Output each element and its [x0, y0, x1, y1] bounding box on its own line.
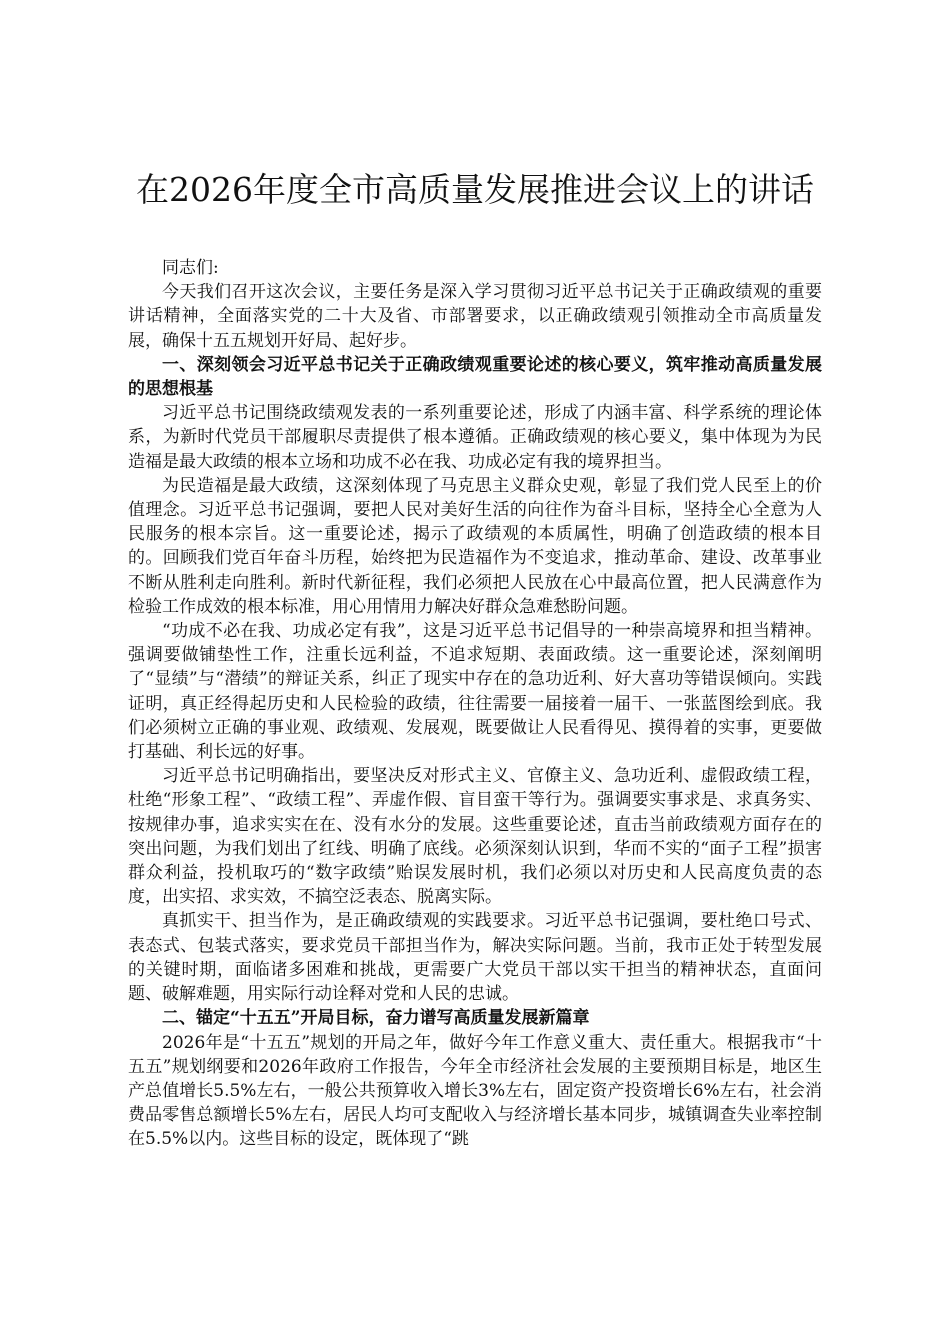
document-title: 在2026年度全市高质量发展推进会议上的讲话	[136, 170, 814, 209]
paragraph: 习近平总书记明确指出，要坚决反对形式主义、官僚主义、急功近利、虚假政绩工程，杜绝“形象工程”、“政绩工程”、弄虚作假、盲目蛮干等行为。强调要实事求是、求真务实、按规律办事，追求实实在在、没有水分的发展。这些重要论述，直击当前政绩观方面存在的突出问题，为我们划出了红线、明确了底线。必须深刻认识到，华而不实的“面子工程”损害群众利益，投机取巧的“数字政绩”贻误发展时机，我们必须以对历史和人民高度负责的态度，出实招、求实效，不搞空泛表态、脱离实际。	[128, 766, 822, 908]
paragraph: 2026年是“十五五”规划的开局之年，做好今年工作意义重大、责任重大。根据我市“十五五”规划纲要和2026年政府工作报告，今年全市经济社会发展的主要预期目标是，地区生产总值增长5.5%左右，一般公共预算收入增长3%左右，固定资产投资增长6%左右，社会消费品零售总额增长5%左右，居民人均可支配收入与经济增长基本同步，城镇调查失业率控制在5.5%以内。这些目标的设定，既体现了“跳	[128, 1032, 822, 1150]
paragraph: 为民造福是最大政绩，这深刻体现了马克思主义群众史观，彰显了我们党人民至上的价值理念。习近平总书记强调，要把人民对美好生活的向往作为奋斗目标，坚持全心全意为人民服务的根本宗旨。这一重要论述，揭示了政绩观的本质属性，明确了创造政绩的根本目的。回顾我们党百年奋斗历程，始终把为民造福作为不变追求，推动革命、建设、改革事业不断从胜利走向胜利。新时代新征程，我们必须把人民放在心中最高位置，把人民满意作为检验工作成效的根本标准，用心用情用力解决好群众急难愁盼问题。	[128, 475, 822, 617]
paragraph: 习近平总书记围绕政绩观发表的一系列重要论述，形成了内涵丰富、科学系统的理论体系，为新时代党员干部履职尽责提供了根本遵循。正确政绩观的核心要义，集中体现为为民造福是最大政绩的根本立场和功成不必在我、功成必定有我的境界担当。	[128, 403, 822, 472]
document-body	[128, 256, 822, 1152]
paragraph: “功成不必在我、功成必定有我”，这是习近平总书记倡导的一种崇高境界和担当精神。强调要做铺垫性工作，注重长远利益，不追求短期、表面政绩。这一重要论述，深刻阐明了“显绩”与“潜绩”的辩证关系，纠正了现实中存在的急功近利、好大喜功等错误倾向。实践证明，真正经得起历史和人民检验的政绩，往往需要一届接着一届干、一张蓝图绘到底。我们必须树立正确的事业观、政绩观、发展观，既要做让人民看得见、摸得着的实事，更要做打基础、利长远的好事。	[128, 621, 822, 763]
paragraph: 真抓实干、担当作为，是正确政绩观的实践要求。习近平总书记强调，要杜绝口号式、表态式、包装式落实，要求党员干部担当作为，解决实际问题。当前，我市正处于转型发展的关键时期，面临诸多困难和挑战，更需要广大党员干部以实干担当的精神状态，直面问题、破解难题，用实际行动诠释对党和人民的忠诚。	[128, 911, 822, 1005]
section-heading: 一、深刻领会习近平总书记关于正确政绩观重要论述的核心要义，筑牢推动高质量发展的思想根基	[128, 354, 822, 400]
salutation: 同志们:	[162, 258, 219, 278]
paragraph: 今天我们召开这次会议，主要任务是深入学习贯彻习近平总书记关于正确政绩观的重要讲话精神，全面落实党的二十大及省、市部署要求，以正确政绩观引领推动全市高质量发展，确保十五五规划开好局、起好步。	[128, 282, 822, 351]
section-heading: 二、锚定“十五五”开局目标，奋力谱写高质量发展新篇章	[162, 1008, 590, 1029]
